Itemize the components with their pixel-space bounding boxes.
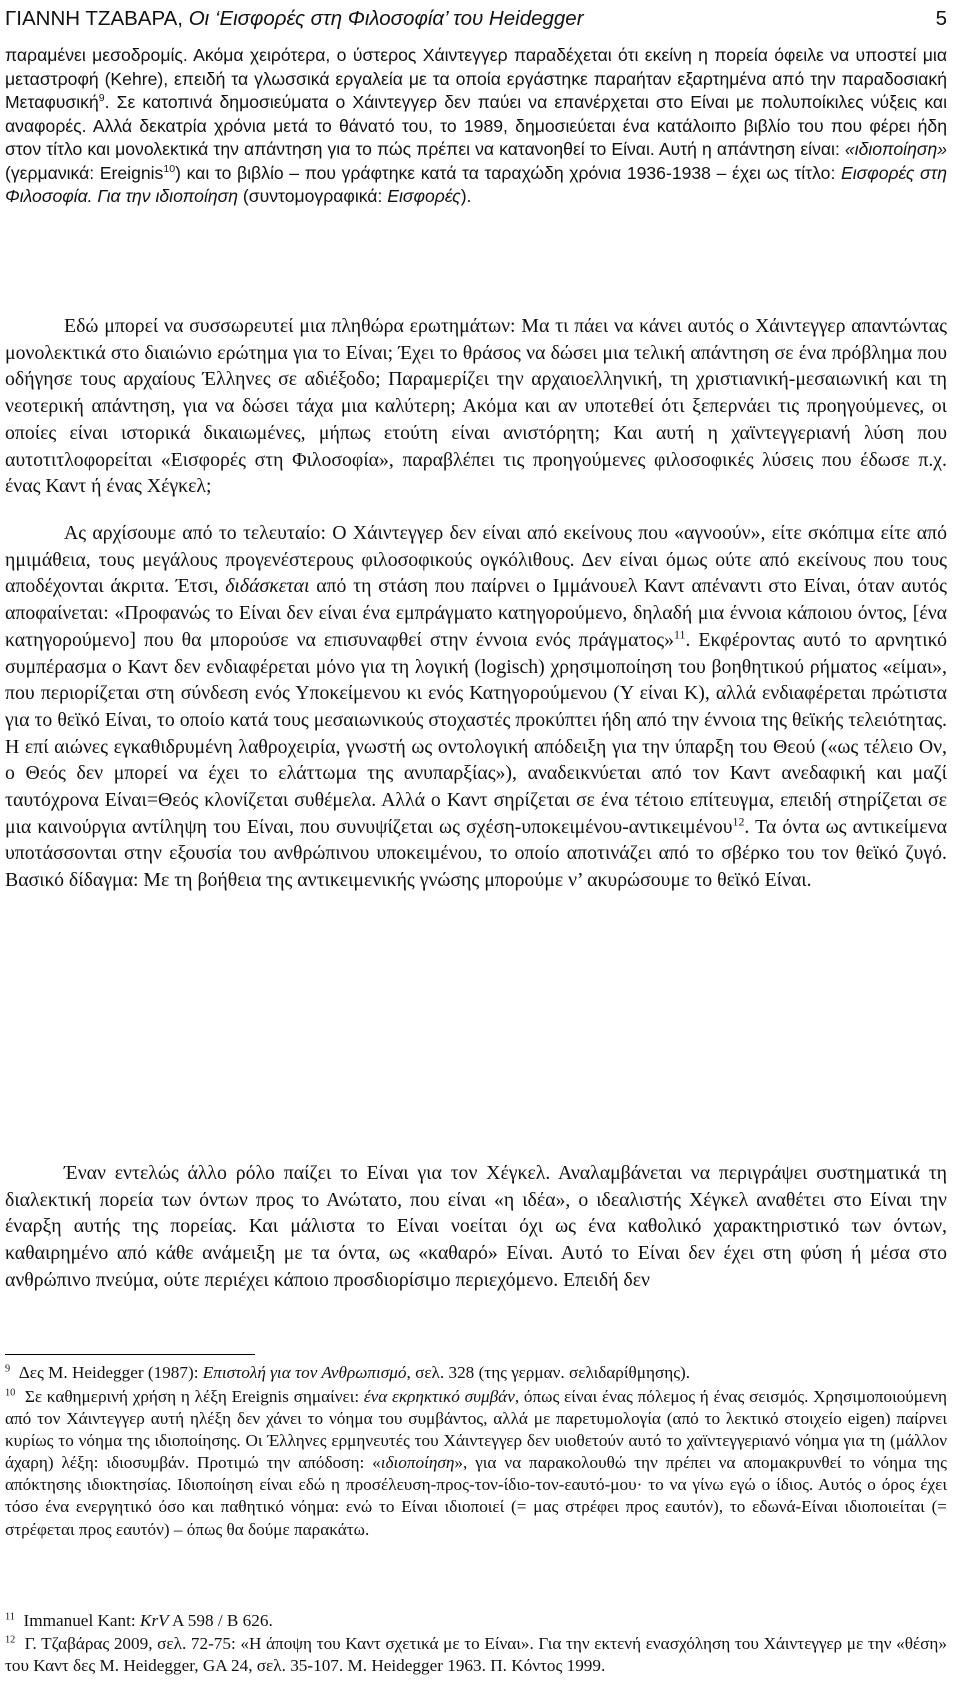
p1-text-2: . Σε κατοπινά δημοσιεύματα ο Χάιντεγγερ δεν παύει να επανέρχεται στο Είναι με πολυποίκιλες νύξεις και αναφορές.	[5, 92, 947, 136]
footnote-ref-10[interactable]: 10	[163, 162, 176, 175]
footnote-12: $^{12}$ Γ. Τζαβάρας 2009, σελ. 72-75: «Η άποψη του Καντ σχετικά με το Είναι». Για την εκτενή ενασχόληση του Χάιντεγγερ με την «θέση» του Καντ δες M. Heidegger, GA 24, σελ. 35-107. M. Heidegger 1963. Π. Κόντος 1999.	[5, 1634, 948, 1676]
footnote-separator	[5, 1354, 255, 1355]
paragraph-3: Εδώ μπορεί να συσσωρευτεί μια πληθώρα ερωτημάτων: Μα τι πάει να κάνει αυτός ο Χάιντεγγερ απαντώντας μονολεκτικά στο διαιώνιο ερώτημα για το Είναι; Έχει το θράσος να δώσει μια τελική απάντηση σε ένα πρόβλημα που οδήγησε τους αρχαίους Έλληνες σε αδιέξοδο; Παραμερίζει την αρχαιοελληνική, τη χριστιανική-μεσαιωνική και τη νεοτερική απάντηση, για να δώσει τάχα μια καλύτερη; Ακόμα και αν υποτεθεί ότι ξεπερνάει τις προηγούμενες, οι οποίες είναι ιστορικά δικαιωμένες, μήπως ετούτη είναι ανιστόρητη; Και αυτή η χαϊντεγγεριανή λύση που αυτοτιτλοφορείται «Εισφορές στη Φιλοσοφία», παραβλέπει τις προηγούμενες φιλοσοφικές λύσεις που έδωσε π.χ. ένας Καντ ή ένας Χέγκελ;	[5, 315, 947, 498]
footnote-11: $^{11}$ Immanuel Kant: KrV A 598 / B 626.	[5, 1611, 273, 1630]
term-idiopoiisi: «ιδιοποίηση»	[844, 139, 947, 159]
p1-text: παραμένει μεσοδρομίς. Ακόμα χειρότερα, ο ύστερος Χάιντεγγερ παραδέχεται ότι εκείνη η πορεία όφειλε να υποστεί μια μεταστροφή (Kehre), επειδή τα γλωσσικά εργαλεία με τα οποία εργάστηκε παραήταν εξαρτημένα από την παραδοσιακή Μεταφυσική	[5, 45, 947, 112]
paragraph-4: Ας αρχίσουμε από το τελευταίο: Ο Χάιντεγγερ δεν είναι από εκείνους που «αγνοούν», είτε σκόπιμα είτε από ημιμάθεια, τους μεγάλους προγενέστερους φιλοσοφικούς ογκόλιθους. Δεν είναι όμως ούτε από εκείνους που τους αποδέχονται άκριτα. Έτσι, διδάσκεται από τη στάση που παίρνει ο Ιμμάνουελ Καντ απέναντι στο Είναι, όταν αυτός αποφαίνεται: «Προφανώς το Είναι δεν είναι ένα εμπράγματο κατηγορούμενο, δηλαδή μια έννοια κάποιου όντος, [ένα κατηγορούμενο] που θα μπορούσε να επισυναφθεί στην έννοια ενός πράγματος»$^{11}$. Εκφέροντας αυτό το αρνητικό συμπέρασμα ο Καντ δεν ενδιαφέρεται μόνο για τη λογική (logisch) χρησιμοποίηση του βοηθητικού ρήματος «είμαι», που περιορίζεται στη σύνδεση ενός Υποκείμενου κι ενός Κατηγορούμενου (Υ είναι Κ), αλλά ενδιαφέρεται πρώτιστα για το θεϊκό Είναι, το οποίο κατά τους μεσαιωνικούς στοχαστές προκύπτει ήδη από την έννοια της θεϊκής τελειότητας. Η επί αιώνες εγκαθιδρυμένη λαθροχειρία, γνωστή ως οντολογική απόδειξη για την ύπαρξη του Θεού («ως τέλειο Ον, ο Θεός δεν μπορεί να έχει το ελάττωμα της ανυπαρξίας»), αναδεικνύεται από τον Καντ ανεδαφική και μαζί ταυτόχρονα Είναι=Θεός κλονίζεται συθέμελα. Αλλά ο Καντ σηρίζεται σε ένα τέτοιο επίτευγμα, επειδή στηρίζεται σε μια καινούργια αντίληψη του Είναι, που συνυψίζεται ως σχέση-υποκειμένου-αντικειμένου$^{12}$. Τα όντα ως αντικείμενα υποτάσσονται στην εξουσία του ανθρώπινου υποκειμένου, το οποίο αποτινάζει από το σβέρκο του τον θεϊκό ζυγό. Βασικό δίδαγμα: Με τη βοήθεια της αντικειμενικής γνώσης μπορούμε ν’ ακυρώσουμε το θεϊκό Είναι.	[5, 522, 947, 892]
emphasis-didasketai: διδάσκεται	[225, 575, 310, 598]
page-number: 5	[935, 7, 947, 30]
running-header	[5, 3, 947, 35]
book-title: Εισφορές στη Φιλοσοφία. Για την ιδιοποίηση	[5, 162, 947, 206]
footnote-9: $^9$ Δες M. Heidegger (1987): Επιστολή για τον Ανθρωπισμό, σελ. 328 (της γερμαν. σελιδαρίθμησης).	[5, 1363, 691, 1382]
footnote-ref-11[interactable]: 11	[674, 627, 686, 642]
paragraph-1	[5, 44, 947, 209]
footnote-ref-12[interactable]: 12	[732, 814, 745, 829]
header-title: Οι ‘Εισφορές στη Φιλοσοφία’ του Heidegger	[188, 7, 584, 30]
paragraph-5: Έναν εντελώς άλλο ρόλο παίζει το Είναι για τον Χέγκελ. Αναλαμβάνεται να περιγράψει συστηματικά τη διαλεκτική πορεία των όντων προς το Ανώτατο, που είναι «η ιδέα», ο ιδεαλιστής Χέγκελ αναθέτει στο Είναι την έναρξη αυτής της πορείας. Και μάλιστα το Είναι νοείται όχι ως ένα καθολικό χαρακτηριστικό των όντων, καθαιρημένο από κάθε ανάμειξη με τα όντα, ως «καθαρό» Είναι. Αυτό το Είναι δεν έχει στη φύση ή μέσα στο ανθρώπινο πνεύμα, ούτε περιέχει κάποιο προσδιορίσιμο περιεχόμενο. Επειδή δεν	[5, 1162, 947, 1291]
header-author: ΓΙΑΝΝΗ ΤΖΑΒΑΡΑ,	[5, 7, 189, 30]
p2-inline: Αλλά δεκατρία χρόνια μετά το θάνατό του, το 1989, δημοσιεύεται ένα κατάλοιπο βιβλίο του που φέρει ήδη στον τίτλο και μονολεκτικά την απάντηση για το πώς πρέπει να κατανοηθεί το Είναι. Αυτή η απάντηση είναι: «ιδιοποίηση» (γερμανικά: Ereignis$^{10}$) και το βιβλίο – που γράφτηκε κατά τα ταραχώδη χρόνια 1936-1938 – έχει ως τίτλο: Εισφορές στη Φιλοσοφία. Για την ιδιοποίηση (συντομογραφικά: Εισφορές).	[5, 115, 947, 206]
footnote-ref-9[interactable]: 9	[98, 92, 105, 105]
book-short-title: Εισφορές	[387, 186, 461, 206]
footnote-10: $^{10}$ Σε καθημερινή χρήση η λέξη Ereignis σημαίνει: ένα εκρηκτικό συμβάν, όπως είναι ένας πόλεμος ή ένας σεισμός. Χρησιμοποιούμενη από τον Χάιντεγγερ αυτή ηλέξη δεν χάνει το νόημα του συμβάντος, αλλά με παρετυμολογία (από το λεκτικό στοιχείο eigen) παίρνει κυρίως το νόημα της ιδιοποίησης. Οι Έλληνες ερμηνευτές του Χάιντεγγερ δεν υιοθετούν αυτό το χαϊντεγγεριανό νόημα για τη (μάλλον άχαρη) λέξη: ιδιοσυμβάν. Προτιμώ την απόδοση: «ιδιοποίηση», για να παρακολουθώ την πρέπει να απομακρυνθεί το νόημα της απόκτησης ιδιοκτησίας. Ιδιοποίηση είναι εδώ η προσέλευση-προς-τον-ίδιο-τον-εαυτό-μου· το να γίνω εγώ ο ίδιος. Αυτός ο όρος έχει τόσο ένα ενεργητικό όσο και παθητικό νόημα: ενώ το Είναι ιδιοποιεί (= μας στρέφει προς εαυτόν), το εδωνά-Είναι ιδιοποιείται (= στρέφεται προς εαυτόν) – όπως θα δούμε παρακάτω.	[5, 1387, 948, 1539]
